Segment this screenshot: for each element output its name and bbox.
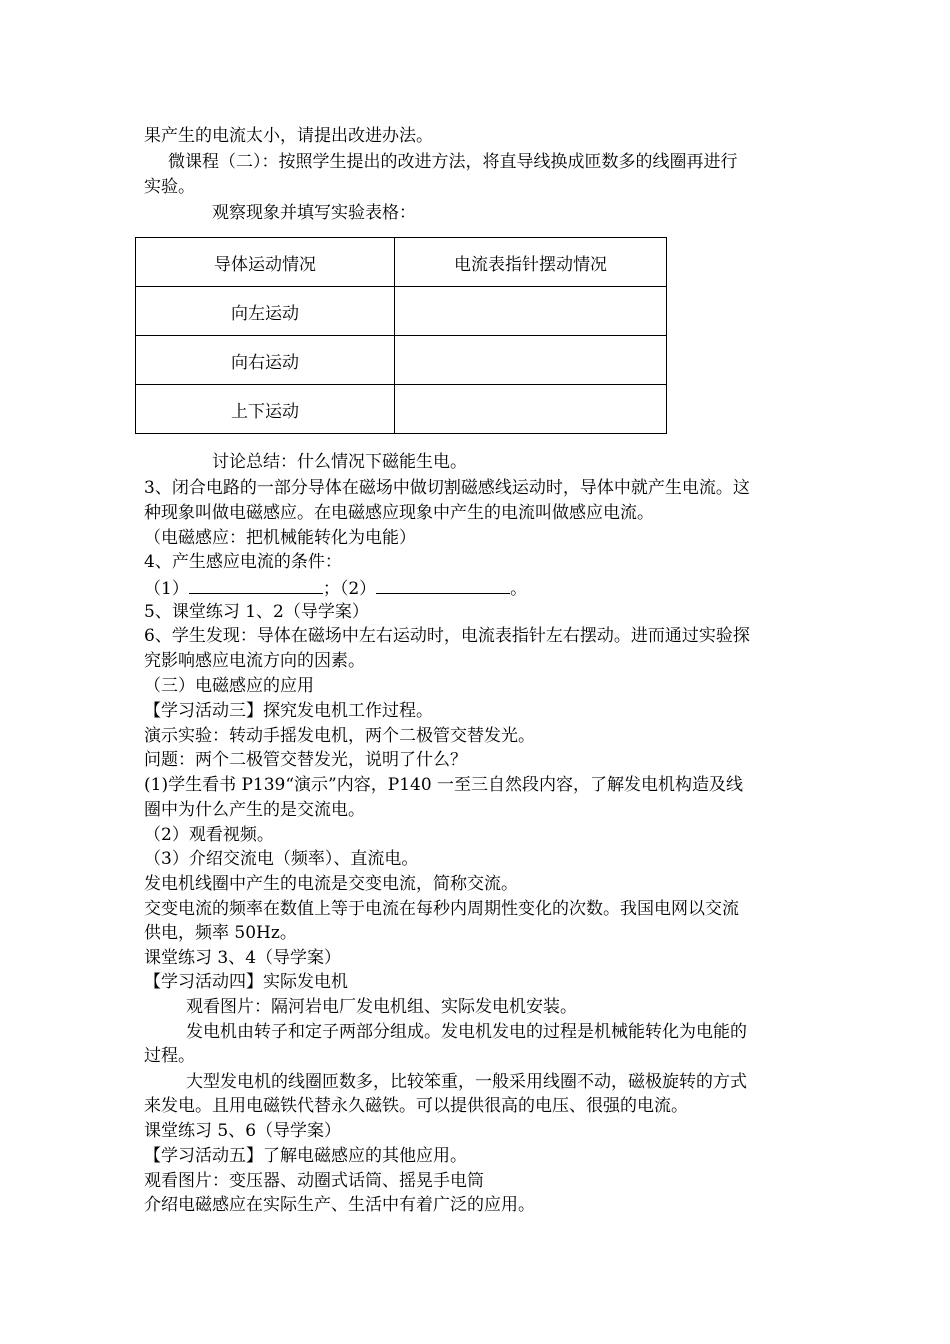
activity-heading: 【学习活动四】实际发电机 <box>144 972 348 992</box>
table-row <box>136 336 667 385</box>
text-line: (1)学生看书 P139“演示”内容，P140 一至三自然段内容，了解发电机构造及线 <box>144 775 744 795</box>
table-cell: 向左运动 <box>136 287 395 336</box>
text-line: 5、课堂练习 1、2（导学案） <box>144 602 369 622</box>
text-line: 果产生的电流太小，请提出改进办法。 <box>144 126 433 146</box>
text-line: 发电机由转子和定子两部分组成。发电机发电的过程是机械能转化为电能的 <box>186 1022 747 1042</box>
condition-1-blank <box>189 577 323 594</box>
text-line: 讨论总结：什么情况下磁能生电。 <box>212 452 467 472</box>
text-line: 交变电流的频率在数值上等于电流在每秒内周期性变化的次数。我国电网以交流 <box>144 899 739 919</box>
text-line: 观察现象并填写实验表格： <box>212 203 416 223</box>
section-heading: （三）电磁感应的应用 <box>144 676 314 696</box>
text-line: 过程。 <box>144 1046 195 1066</box>
table-row <box>136 287 667 336</box>
experiment-table <box>135 237 667 434</box>
text-line: 问题：两个二极管交替发光，说明了什么？ <box>144 750 467 770</box>
condition-2-blank <box>376 577 510 594</box>
text-line: 实验。 <box>144 177 195 197</box>
text-line: 微课程（二）：按照学生提出的改进方法，将直导线换成匝数多的线圈再进行 <box>168 152 738 172</box>
text-line: 大型发电机的线圈匝数多，比较笨重，一般采用线圈不动，磁极旋转的方式 <box>186 1072 747 1092</box>
text-line: 圈中为什么产生的是交流电。 <box>144 800 365 820</box>
activity-heading: 【学习活动三】探究发电机工作过程。 <box>144 701 433 721</box>
text-line: （2）观看视频。 <box>144 825 274 845</box>
text-line: 演示实验：转动手摇发电机，两个二极管交替发光。 <box>144 726 535 746</box>
condition-1-label: （1） <box>144 579 189 599</box>
text-line: 观看图片：隔河岩电厂发电机组、实际发电机安装。 <box>186 997 577 1017</box>
text-line: 种现象叫做电磁感应。在电磁感应现象中产生的电流叫做感应电流。 <box>144 503 654 523</box>
text-line: 来发电。且用电磁铁代替永久磁铁。可以提供很高的电压、很强的电流。 <box>144 1096 688 1116</box>
text-line: 4、产生感应电流的条件： <box>144 552 342 572</box>
text-line: 3、闭合电路的一部分导体在磁场中做切割磁感线运动时，导体中就产生电流。这 <box>144 478 750 498</box>
text-line: 供电，频率 50Hz。 <box>144 923 297 943</box>
table-cell-empty <box>395 287 667 336</box>
end-mark: 。 <box>510 579 528 599</box>
activity-heading: 【学习活动五】了解电磁感应的其他应用。 <box>144 1146 467 1166</box>
text-line: （电磁感应：把机械能转化为电能） <box>144 528 416 548</box>
table-cell-empty <box>395 385 667 434</box>
table-header: 电流表指针摆动情况 <box>395 238 667 287</box>
table-cell: 向右运动 <box>136 336 395 385</box>
text-line: 课堂练习 3、4（导学案） <box>144 948 342 968</box>
text-line: 观看图片：变压器、动圈式话筒、摇晃手电筒 <box>144 1171 484 1191</box>
text-line: 究影响感应电流方向的因素。 <box>144 651 365 671</box>
conditions-line <box>144 577 527 599</box>
separator: ； <box>322 579 340 599</box>
text-line: （3）介绍交流电（频率）、直流电。 <box>144 849 419 869</box>
table-row <box>136 385 667 434</box>
table-header-row <box>136 238 667 287</box>
text-line: 6、学生发现：导体在磁场中左右运动时，电流表指针左右摆动。进而通过实验探 <box>144 626 750 646</box>
condition-2-label: （2） <box>339 579 377 599</box>
table-header: 导体运动情况 <box>136 238 395 287</box>
table-cell: 上下运动 <box>136 385 395 434</box>
text-line: 介绍电磁感应在实际生产、生活中有着广泛的应用。 <box>144 1195 535 1215</box>
text-line: 发电机线圈中产生的电流是交变电流，简称交流。 <box>144 874 518 894</box>
text-line: 课堂练习 5、6（导学案） <box>144 1121 342 1141</box>
table-cell-empty <box>395 336 667 385</box>
